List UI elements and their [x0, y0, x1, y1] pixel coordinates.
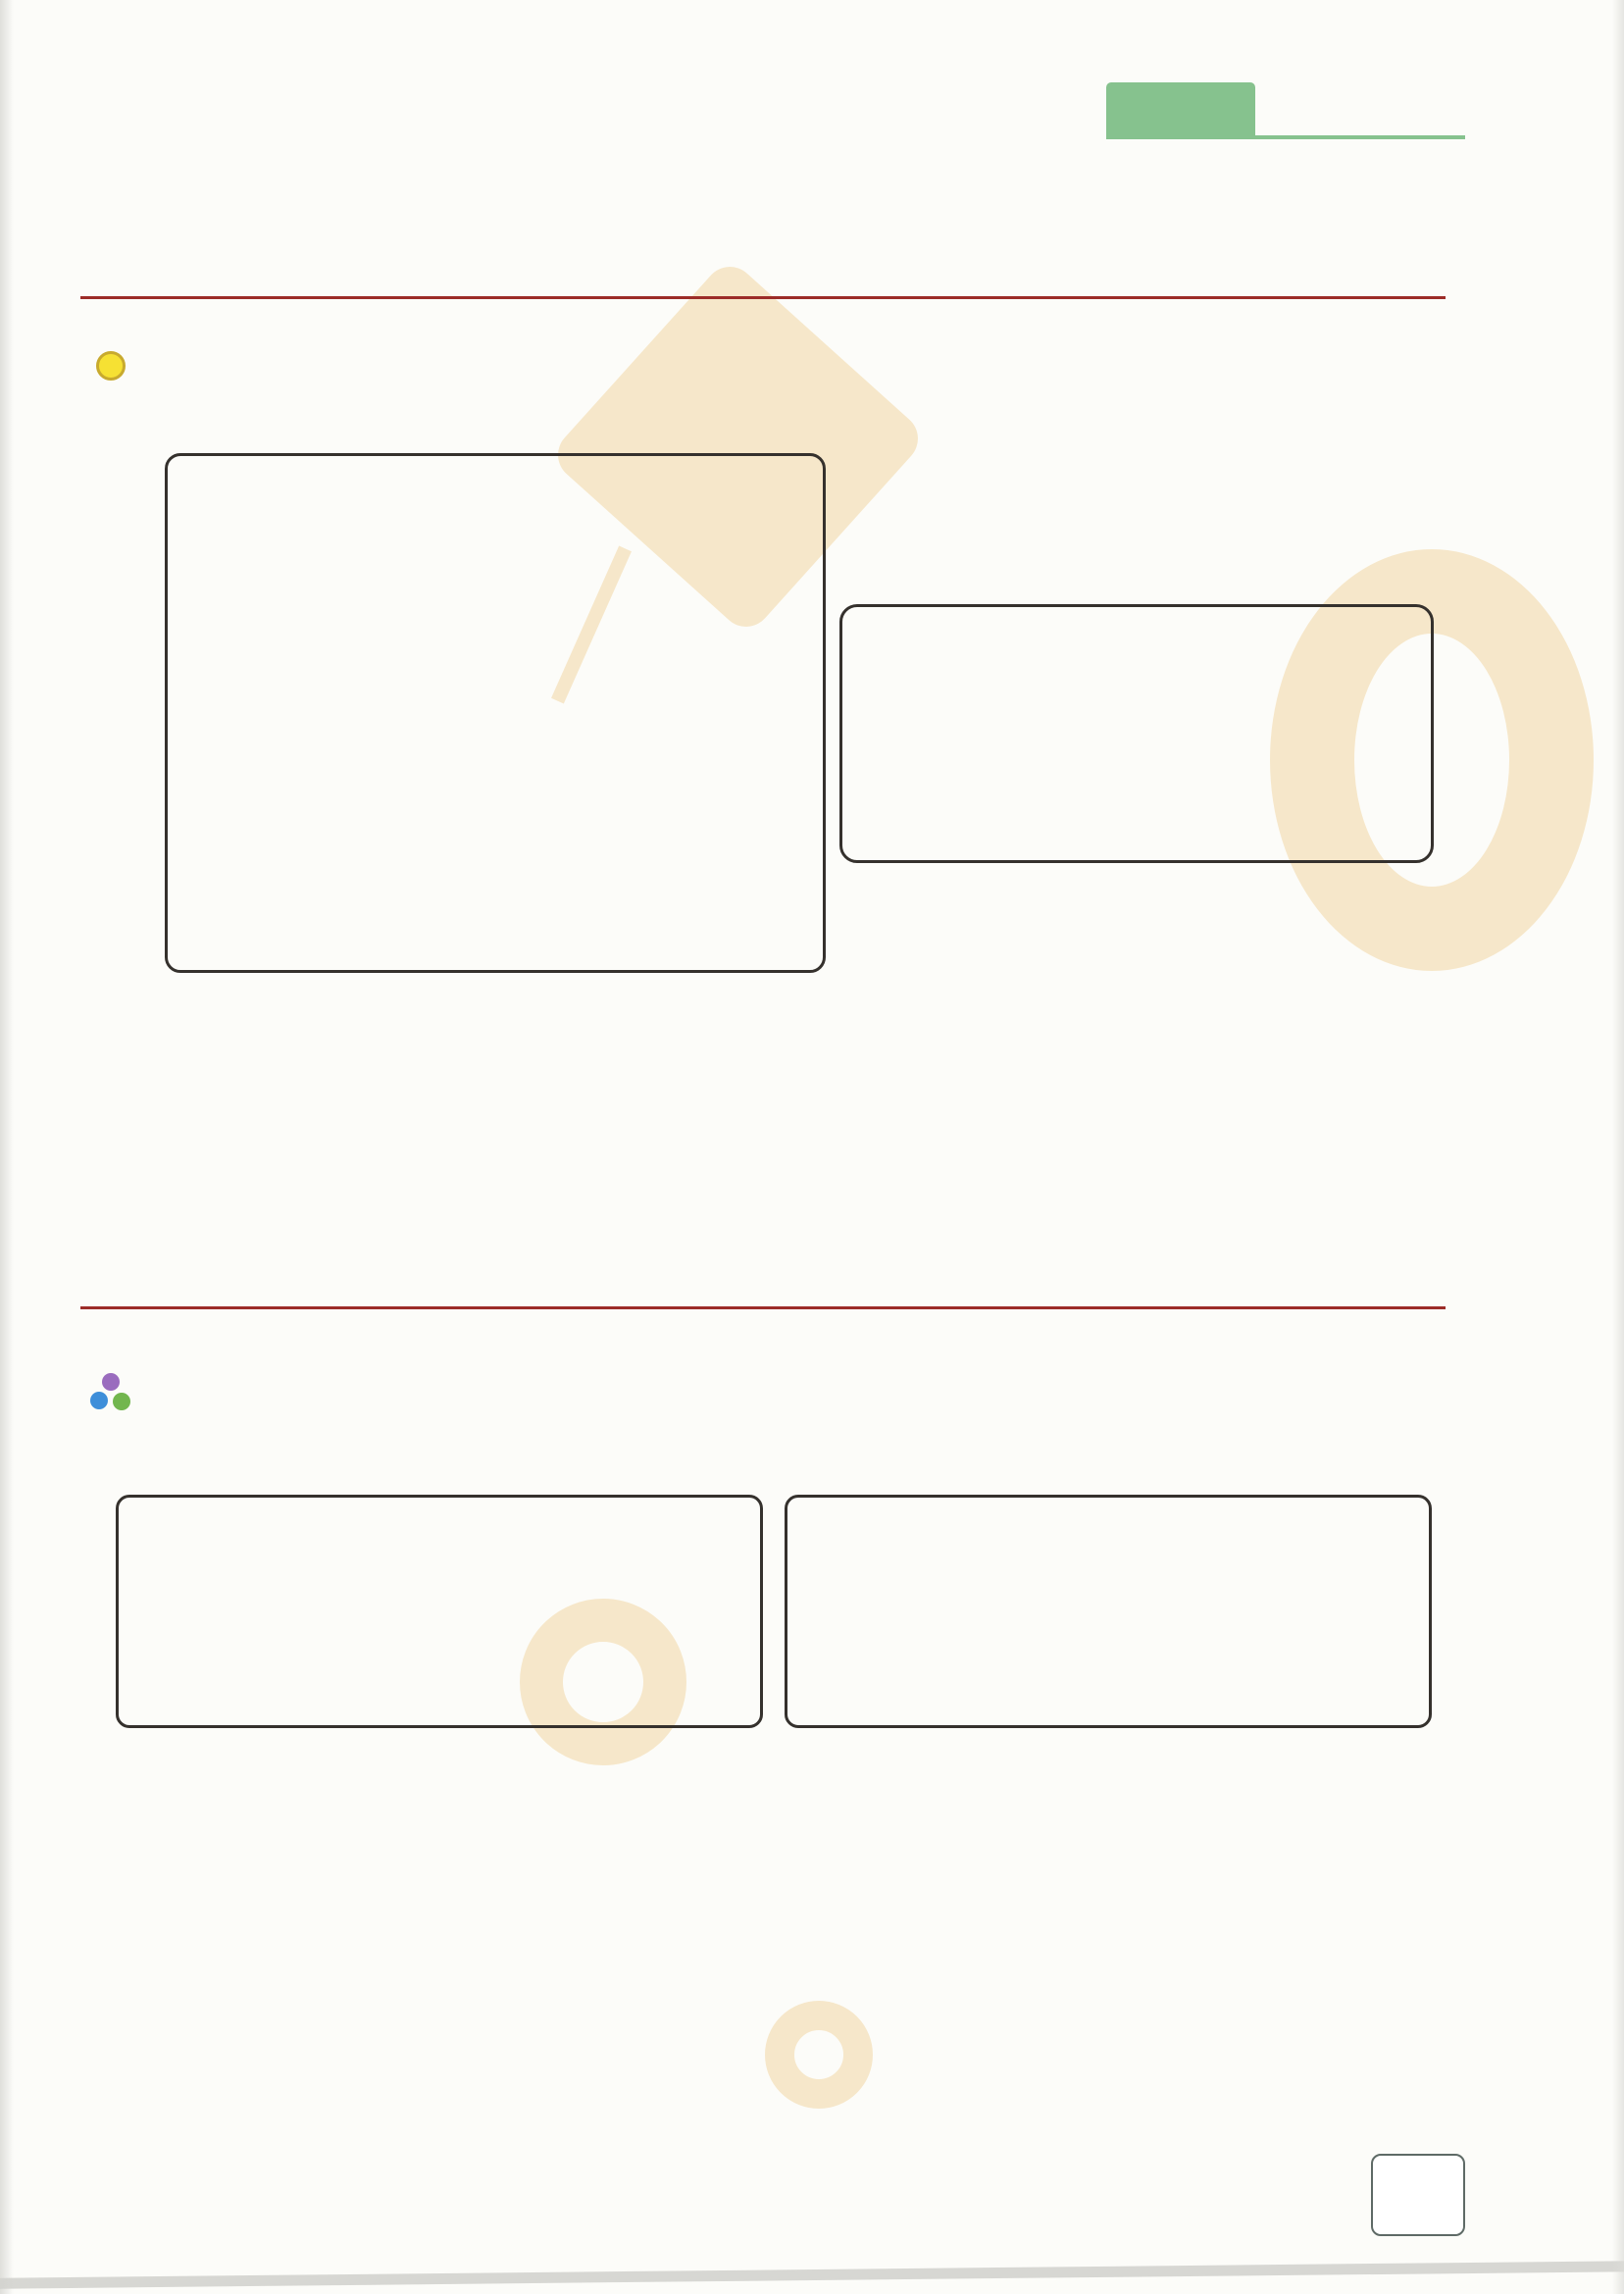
section-divider: [80, 1306, 1446, 1309]
header-underline: [1106, 135, 1465, 139]
unit-tab: [1106, 82, 1255, 137]
page-left-edge: [0, 0, 14, 2294]
books-box-plot-panel: [785, 1495, 1432, 1728]
page-curl-shadow: [0, 2261, 1624, 2289]
page-number-badge: [1371, 2154, 1465, 2236]
employees-dot-plot-panel: [839, 604, 1434, 863]
section-divider: [80, 296, 1446, 299]
books-dot-plot-panel: [116, 1495, 763, 1728]
question3-bullet-icon: [96, 351, 126, 381]
page-right-edge: [1612, 0, 1624, 2294]
employees-histogram-panel: [165, 453, 826, 973]
